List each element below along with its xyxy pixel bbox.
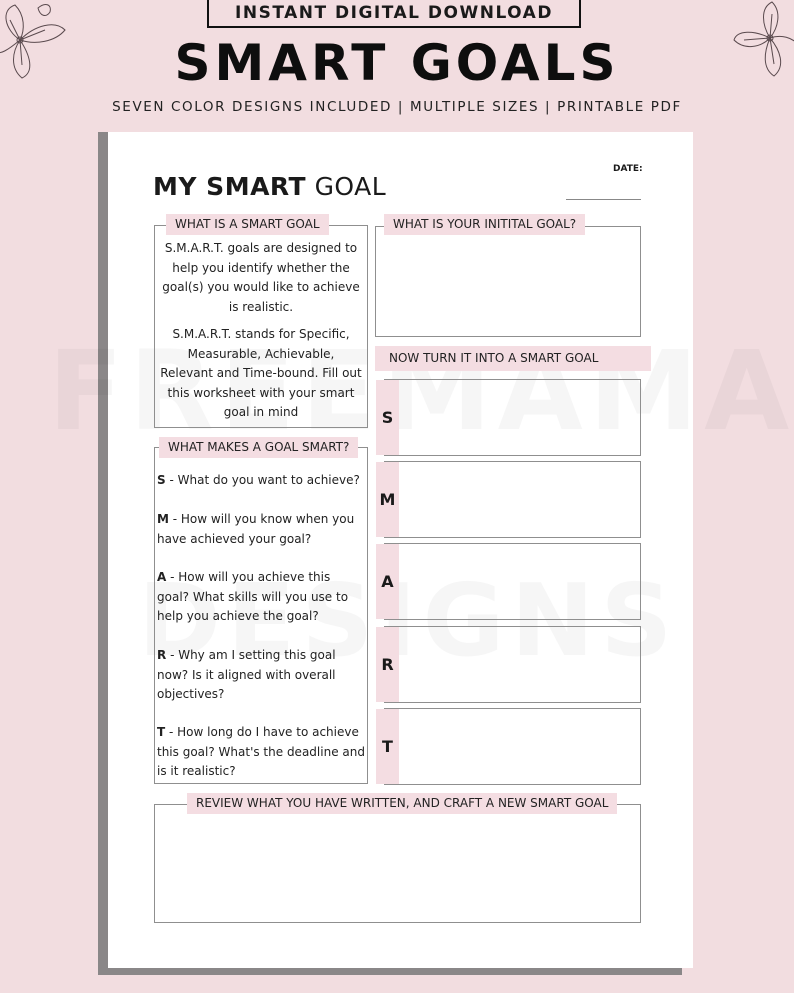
criteria-m-text: - How will you know when you have achieved your goal? [157, 512, 355, 546]
instant-download-badge: INSTANT DIGITAL DOWNLOAD [207, 0, 581, 28]
what-is-paragraph-2: S.M.A.R.T. stands for Specific, Measurable, Achievable, Relevant and Time-bound. Fill out this worksheet with your smart goal in mind [160, 327, 362, 419]
main-title: SMART GOALS [174, 34, 620, 92]
smart-m-box[interactable] [384, 461, 641, 538]
criteria-m [157, 510, 365, 549]
what-is-paragraph-1: S.M.A.R.T. goals are designed to help you identify whether the goal(s) you would like to achieve is realistic. [162, 241, 360, 314]
subtitle: SEVEN COLOR DESIGNS INCLUDED | MULTIPLE SIZES | PRINTABLE PDF [112, 99, 682, 115]
smart-m-letter: M [376, 462, 399, 537]
smart-t-box[interactable] [384, 708, 641, 785]
worksheet-title-bold: MY SMART [153, 172, 307, 201]
criteria-t-letter: T [157, 725, 166, 739]
worksheet-page [108, 132, 693, 968]
criteria-s [157, 471, 365, 491]
criteria-a [157, 568, 365, 627]
smart-s-letter: S [376, 380, 399, 455]
criteria-t [157, 723, 365, 782]
date-line[interactable] [566, 199, 641, 200]
criteria-t-text: - How long do I have to achieve this goal? What's the deadline and is it realistic? [157, 725, 365, 778]
initial-goal-box[interactable] [375, 226, 641, 337]
review-label: REVIEW WHAT YOU HAVE WRITTEN, AND CRAFT A NEW SMART GOAL [187, 793, 617, 814]
smart-r-box[interactable] [384, 626, 641, 703]
what-is-smart-goal-label: WHAT IS A SMART GOAL [166, 214, 329, 235]
criteria-r-letter: R [157, 648, 167, 662]
review-box[interactable] [154, 804, 641, 923]
criteria-r [157, 646, 365, 705]
criteria-s-letter: S [157, 473, 166, 487]
criteria-a-text: - How will you achieve this goal? What skills will you use to help you achieve the goal? [157, 570, 349, 623]
criteria-m-letter: M [157, 512, 169, 526]
date-label: DATE: [613, 164, 643, 174]
smart-a-box[interactable] [384, 543, 641, 620]
criteria-s-text: - What do you want to achieve? [165, 473, 360, 487]
worksheet-title [153, 172, 386, 201]
worksheet-title-light: GOAL [314, 172, 387, 201]
what-makes-smart-label: WHAT MAKES A GOAL SMART? [159, 437, 358, 458]
smart-a-letter: A [376, 544, 399, 619]
smart-t-letter: T [376, 709, 399, 784]
smart-s-box[interactable] [384, 379, 641, 456]
turn-into-smart-goal-label: NOW TURN IT INTO A SMART GOAL [375, 346, 651, 371]
criteria-r-text: - Why am I setting this goal now? Is it aligned with overall objectives? [157, 648, 336, 701]
initial-goal-label: WHAT IS YOUR INITITAL GOAL? [384, 214, 585, 235]
smart-r-letter: R [376, 627, 399, 702]
criteria-a-letter: A [157, 570, 167, 584]
